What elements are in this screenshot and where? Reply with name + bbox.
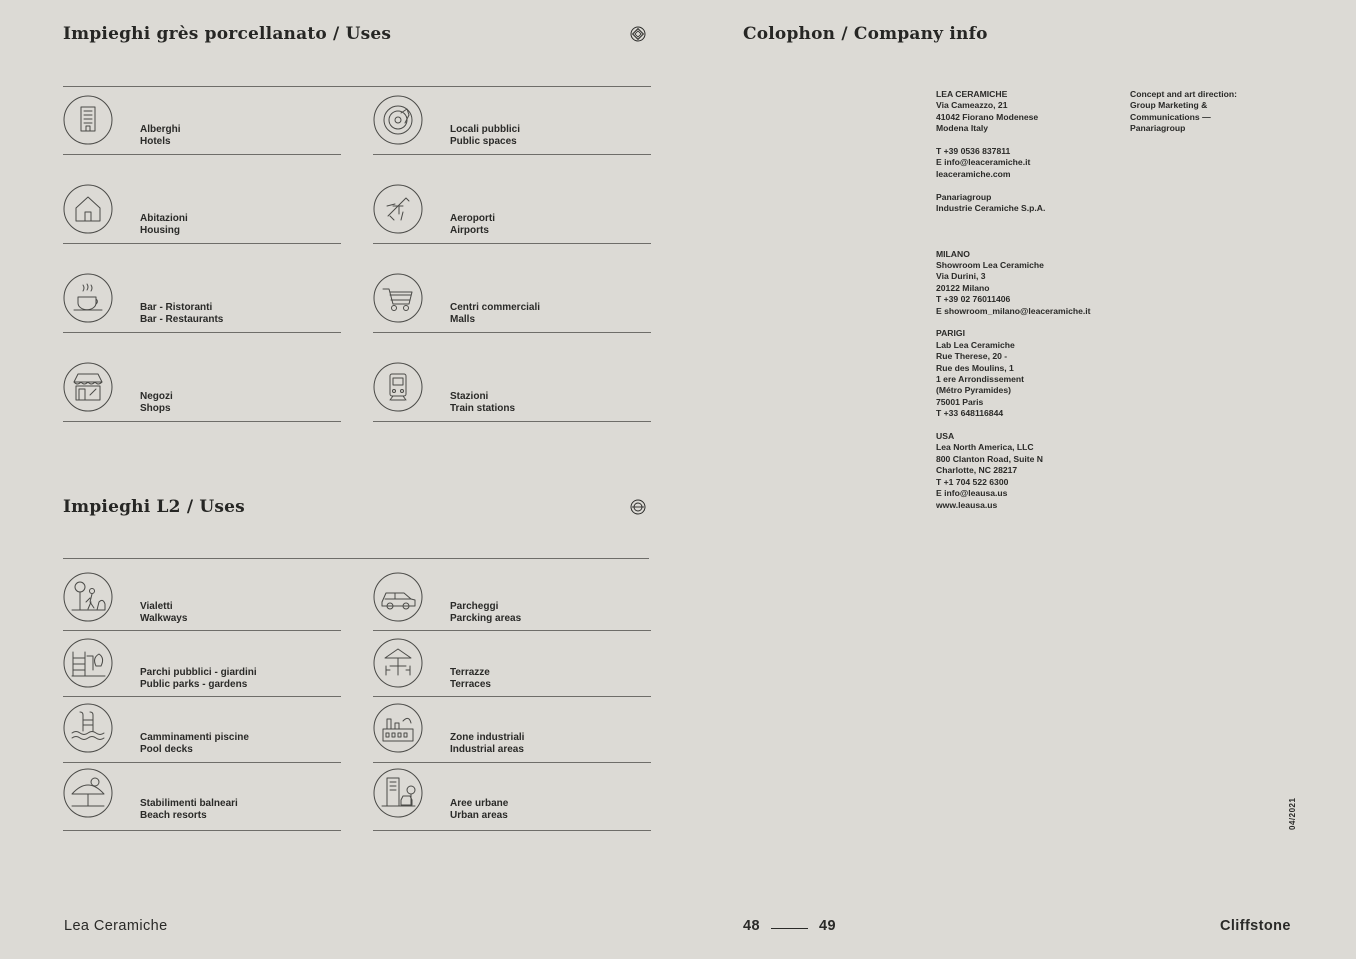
usa-line: 800 Clanton Road, Suite N [936, 453, 1043, 464]
use-label-it: Zone industriali [450, 732, 525, 743]
use-label-it: Negozi [140, 391, 173, 402]
company-line: 41042 Fiorano Modenese [936, 111, 1039, 122]
credits-line: Concept and art direction: [1130, 89, 1237, 99]
beach-umbrella-icon [63, 768, 113, 818]
use-label-it: Locali pubblici [450, 124, 521, 135]
milano-line: E showroom_milano@leaceramiche.it [936, 305, 1091, 316]
item-underline [63, 154, 341, 155]
company-info-column [936, 89, 1091, 511]
use-item [63, 703, 341, 763]
contacts-line: leaceramiche.com [936, 168, 1011, 179]
parigi-line: 1 ere Arrondissement [936, 374, 1025, 385]
parigi-line: Rue des Moulins, 1 [936, 362, 1014, 373]
use-label-it: Aeroporti [450, 213, 495, 224]
use-item [373, 95, 651, 155]
use-label-it: Aree urbane [450, 798, 509, 809]
diamond-badge-icon [630, 26, 646, 42]
use-label-en: Housing [140, 225, 180, 236]
edition-date: 04/2021 [1288, 797, 1297, 830]
item-underline [373, 332, 651, 333]
urban-buildings-icon [373, 768, 423, 818]
hotel-building-icon [63, 95, 113, 145]
use-label-en: Urban areas [450, 810, 508, 821]
milano-line: Showroom Lea Ceramiche [936, 260, 1044, 271]
group-line: Panariagroup [936, 191, 992, 202]
use-item [373, 638, 651, 697]
shop-awning-icon [63, 362, 113, 412]
use-label-en: Shops [140, 403, 171, 414]
use-label-en: Malls [450, 314, 476, 325]
use-item [63, 184, 341, 244]
item-underline [63, 421, 341, 422]
use-label-en: Airports [450, 225, 489, 236]
use-label-en: Pool decks [140, 744, 193, 755]
coffee-cup-icon [63, 273, 113, 323]
use-label-en: Bar - Restaurants [140, 314, 224, 325]
section2-top-rule [63, 558, 649, 559]
house-icon [63, 184, 113, 234]
parigi-line: Lab Lea Ceramiche [936, 339, 1015, 350]
use-label-it: Centri commerciali [450, 302, 541, 313]
use-label-en: Parcking areas [450, 613, 522, 624]
parigi-line: (Métro Pyramides) [936, 385, 1011, 396]
item-underline [373, 243, 651, 244]
item-underline [63, 332, 341, 333]
use-label-it: Alberghi [140, 124, 181, 135]
use-label-en: Walkways [140, 613, 188, 624]
usa-line: T +1 704 522 6300 [936, 476, 1009, 487]
use-label-en: Beach resorts [140, 810, 207, 821]
parigi-line: 75001 Paris [936, 396, 984, 407]
use-label-it: Terrazze [450, 667, 490, 678]
page-number-right: 49 [819, 918, 836, 934]
use-label-it: Camminamenti piscine [140, 732, 249, 743]
credits-line: Panariagroup [1130, 123, 1186, 134]
section-title-porcelain: Impieghi grès porcellanato / Uses [63, 24, 392, 44]
use-label-en: Public parks - gardens [140, 679, 248, 690]
use-item [63, 273, 341, 333]
use-label-en: Hotels [140, 136, 171, 147]
use-label-it: Parcheggi [450, 601, 499, 612]
use-item [63, 638, 341, 697]
contacts-line: E info@leaceramiche.it [936, 157, 1031, 168]
use-item [373, 273, 651, 333]
use-item [373, 768, 651, 831]
milano-line: Via Durini, 3 [936, 271, 986, 282]
credits-line: Group Marketing & [1130, 100, 1208, 111]
factory-icon [373, 703, 423, 753]
parigi-line: T +33 648116844 [936, 408, 1004, 419]
colophon-title: Colophon / Company info [743, 24, 988, 44]
group-line: Industrie Ceramiche S.p.A. [936, 203, 1046, 214]
use-item [63, 768, 341, 831]
train-icon [373, 362, 423, 412]
section-title-l2: Impieghi L2 / Uses [63, 497, 245, 517]
item-underline [373, 762, 651, 763]
use-label-en: Industrial areas [450, 744, 524, 755]
car-icon [373, 572, 423, 622]
item-underline [373, 696, 651, 697]
shopping-cart-icon [373, 273, 423, 323]
walkway-icon [63, 572, 113, 622]
use-item [373, 703, 651, 763]
use-label-it: Abitazioni [140, 213, 188, 224]
item-underline [63, 243, 341, 244]
footer-brand: Lea Ceramiche [64, 918, 168, 934]
use-item [373, 184, 651, 244]
page-number-dash [771, 928, 808, 929]
airplane-icon [373, 184, 423, 234]
usa-line: www.leausa.us [936, 499, 998, 510]
company-line: Modena Italy [936, 123, 989, 134]
item-underline [373, 830, 651, 831]
use-item [373, 362, 651, 422]
section1-top-rule [63, 86, 651, 87]
milano-line: MILANO [936, 248, 970, 259]
use-item [63, 362, 341, 422]
item-underline [373, 630, 651, 631]
credits-line: Communications — [1130, 111, 1211, 122]
item-underline [63, 630, 341, 631]
pool-ladder-icon [63, 703, 113, 753]
item-underline [63, 830, 341, 831]
playground-icon [63, 638, 113, 688]
item-underline [373, 421, 651, 422]
usa-line: USA [936, 431, 955, 442]
item-underline [373, 154, 651, 155]
use-item [373, 572, 651, 631]
parigi-line: Rue Therese, 20 - [936, 351, 1008, 362]
company-line: Via Cameazzo, 21 [936, 100, 1008, 111]
company-line: LEA CERAMICHE [936, 89, 1008, 99]
usa-line: Charlotte, NC 28217 [936, 465, 1018, 476]
circle-badge-icon [630, 499, 646, 515]
use-item [63, 572, 341, 631]
use-label-en: Public spaces [450, 136, 517, 147]
use-label-it: Parchi pubblici - giardini [140, 667, 257, 678]
credits-column [1130, 89, 1237, 135]
page-number-left: 48 [743, 918, 760, 934]
use-label-it: Bar - Ristoranti [140, 302, 213, 313]
parigi-line: PARIGI [936, 328, 965, 339]
usa-line: Lea North America, LLC [936, 442, 1034, 453]
use-label-it: Stabilimenti balneari [140, 798, 238, 809]
use-label-it: Vialetti [140, 601, 173, 612]
footer-collection: Cliffstone [1220, 918, 1291, 934]
usa-line: E info@leausa.us [936, 488, 1008, 499]
parasol-table-icon [373, 638, 423, 688]
use-label-it: Stazioni [450, 391, 489, 402]
contacts-line: T +39 0536 837811 [936, 146, 1011, 157]
item-underline [63, 762, 341, 763]
milano-line: 20122 Milano [936, 282, 990, 293]
use-label-en: Terraces [450, 679, 491, 690]
use-item [63, 95, 341, 155]
vinyl-record-icon [373, 95, 423, 145]
item-underline [63, 696, 341, 697]
milano-line: T +39 02 76011406 [936, 294, 1011, 305]
use-label-en: Train stations [450, 403, 516, 414]
